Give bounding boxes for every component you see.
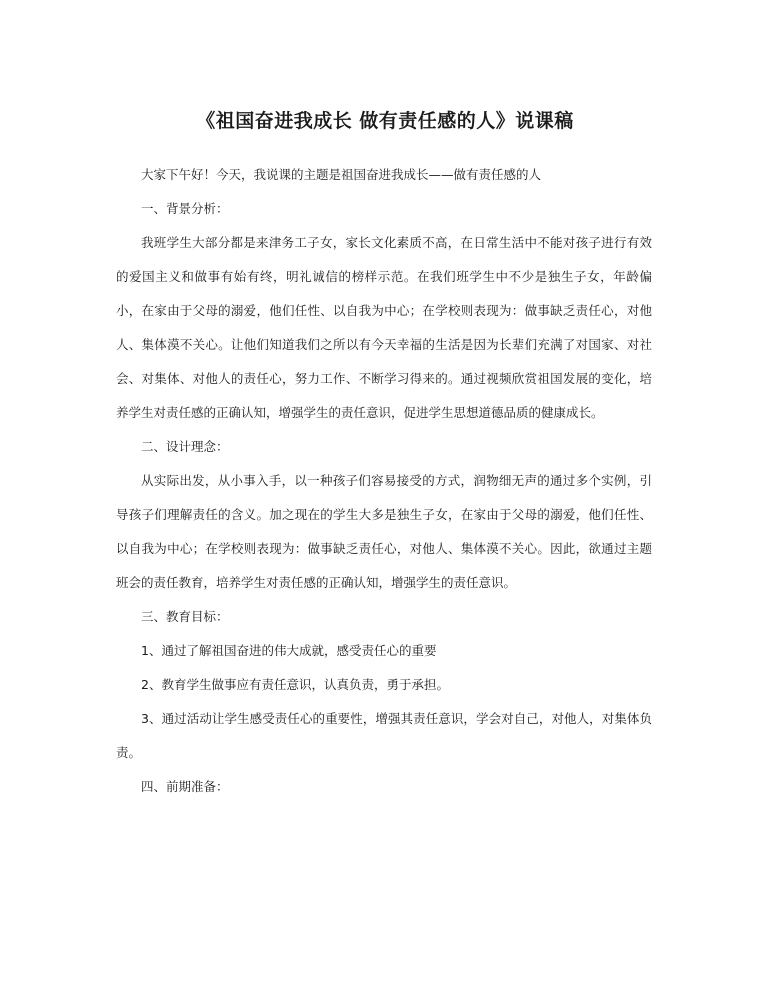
- goal-item-3: 3、通过活动让学生感受责任心的重要性，增强其责任意识，学会对自己，对他人，对集体负责。: [116, 711, 652, 760]
- section-heading-design-concept: 二、设计理念：: [141, 439, 229, 454]
- goal-item-1: 1、通过了解祖国奋进的伟大成就，感受责任心的重要: [141, 643, 437, 658]
- document-title: 《祖国奋进我成长 做有责任感的人》说课稿: [196, 110, 574, 132]
- section-heading-background: 一、背景分析：: [141, 201, 229, 216]
- section-heading-preparation: 四、前期准备：: [141, 779, 229, 794]
- section-heading-goals: 三、教育目标：: [141, 609, 229, 624]
- paragraph-greeting: 大家下午好！今天，我说课的主题是祖国奋进我成长——做有责任感的人: [141, 167, 542, 182]
- goal-item-2: 2、教育学生做事应有责任意识，认真负责，勇于承担。: [141, 677, 449, 692]
- paragraph-design-concept: 从实际出发，从小事入手，以一种孩子们容易接受的方式，润物细无声的通过多个实例，引导孩子们理解责任的含义。加之现在的学生大多是独生子女，在家由于父母的溺爱，他们任性、以自我为中心；在学校则表现为：做事缺乏责任心，对他人、集体漠不关心。因此，欲通过主题班会的责任教育，培养学生对责任感的正确认知，增强学生的责任意识。: [116, 473, 652, 590]
- document-body: [116, 158, 652, 804]
- paragraph-background: 我班学生大部分都是来津务工子女，家长文化素质不高，在日常生活中不能对孩子进行有效的爱国主义和做事有始有终，明礼诚信的榜样示范。在我们班学生中不少是独生子女，年龄偏小，在家由于父母的溺爱，他们任性、以自我为中心；在学校则表现为：做事缺乏责任心，对他人、集体漠不关心。让他们知道我们之所以有今天幸福的生活是因为长辈们充满了对国家、对社会、对集体、对他人的责任心，努力工作、不断学习得来的。通过视频欣赏祖国发展的变化，培养学生对责任感的正确认知，增强学生的责任意识，促进学生思想道德品质的健康成长。: [116, 235, 652, 420]
